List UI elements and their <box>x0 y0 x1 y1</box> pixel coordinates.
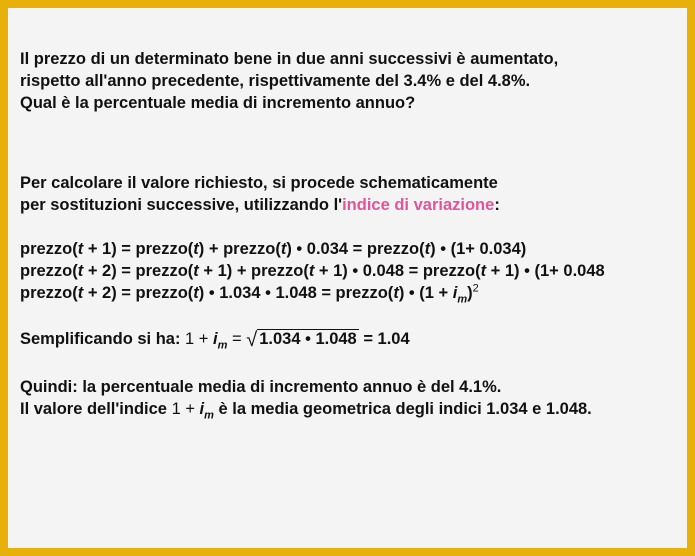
document-frame <box>8 8 687 548</box>
document-content <box>20 48 687 420</box>
intro-colon: : <box>494 196 500 214</box>
formula-line-3: prezzo(t + 2) = prezzo(t) • 1.034 • 1.048 = prezzo(t) • $(1 + i_m)^2$ <box>20 282 479 306</box>
conclusion-line-2: Il valore dell'indice $1 + i_m$ è la media geometrica degli indici 1.034 e 1.048. <box>20 400 592 422</box>
question-line-2: rispetto all'anno precedente, rispettivamente del 3.4% e del 4.8%. <box>20 72 531 90</box>
spacer <box>20 308 687 328</box>
formula-line-1: prezzo(t + 1) = prezzo(t) + prezzo(t) • 0.034 = prezzo(t) • (1+ 0.034) <box>20 240 527 258</box>
intro-line-2 <box>20 194 687 216</box>
intro-text: per sostituzioni successive, utilizzando l' <box>20 196 343 214</box>
spacer <box>20 114 687 172</box>
question-line-3: Qual è la percentuale media di incremento annuo? <box>20 94 416 112</box>
simplify-line: Semplificando si ha: $1 + i_m$ = √ 1.034 • 1.048 = 1.04 <box>20 329 410 352</box>
spacer <box>20 216 687 238</box>
spacer <box>20 354 687 376</box>
formula-line-2: prezzo(t + 2) = prezzo(t + 1) + prezzo(t + 1) • 0.048 = prezzo(t + 1) • (1+ 0.048 <box>20 262 605 280</box>
square-root: √ 1.034 • 1.048 <box>246 329 357 351</box>
question-line-1: Il prezzo di un determinato bene in due anni successivi è aumentato, <box>20 50 559 68</box>
indice-di-variazione-term: indice di variazione <box>342 196 495 214</box>
intro-line-1: Per calcolare il valore richiesto, si procede schematicamente <box>20 174 498 192</box>
conclusion-line-1: Quindi: la percentuale media di incremento annuo è del 4.1%. <box>20 378 502 396</box>
